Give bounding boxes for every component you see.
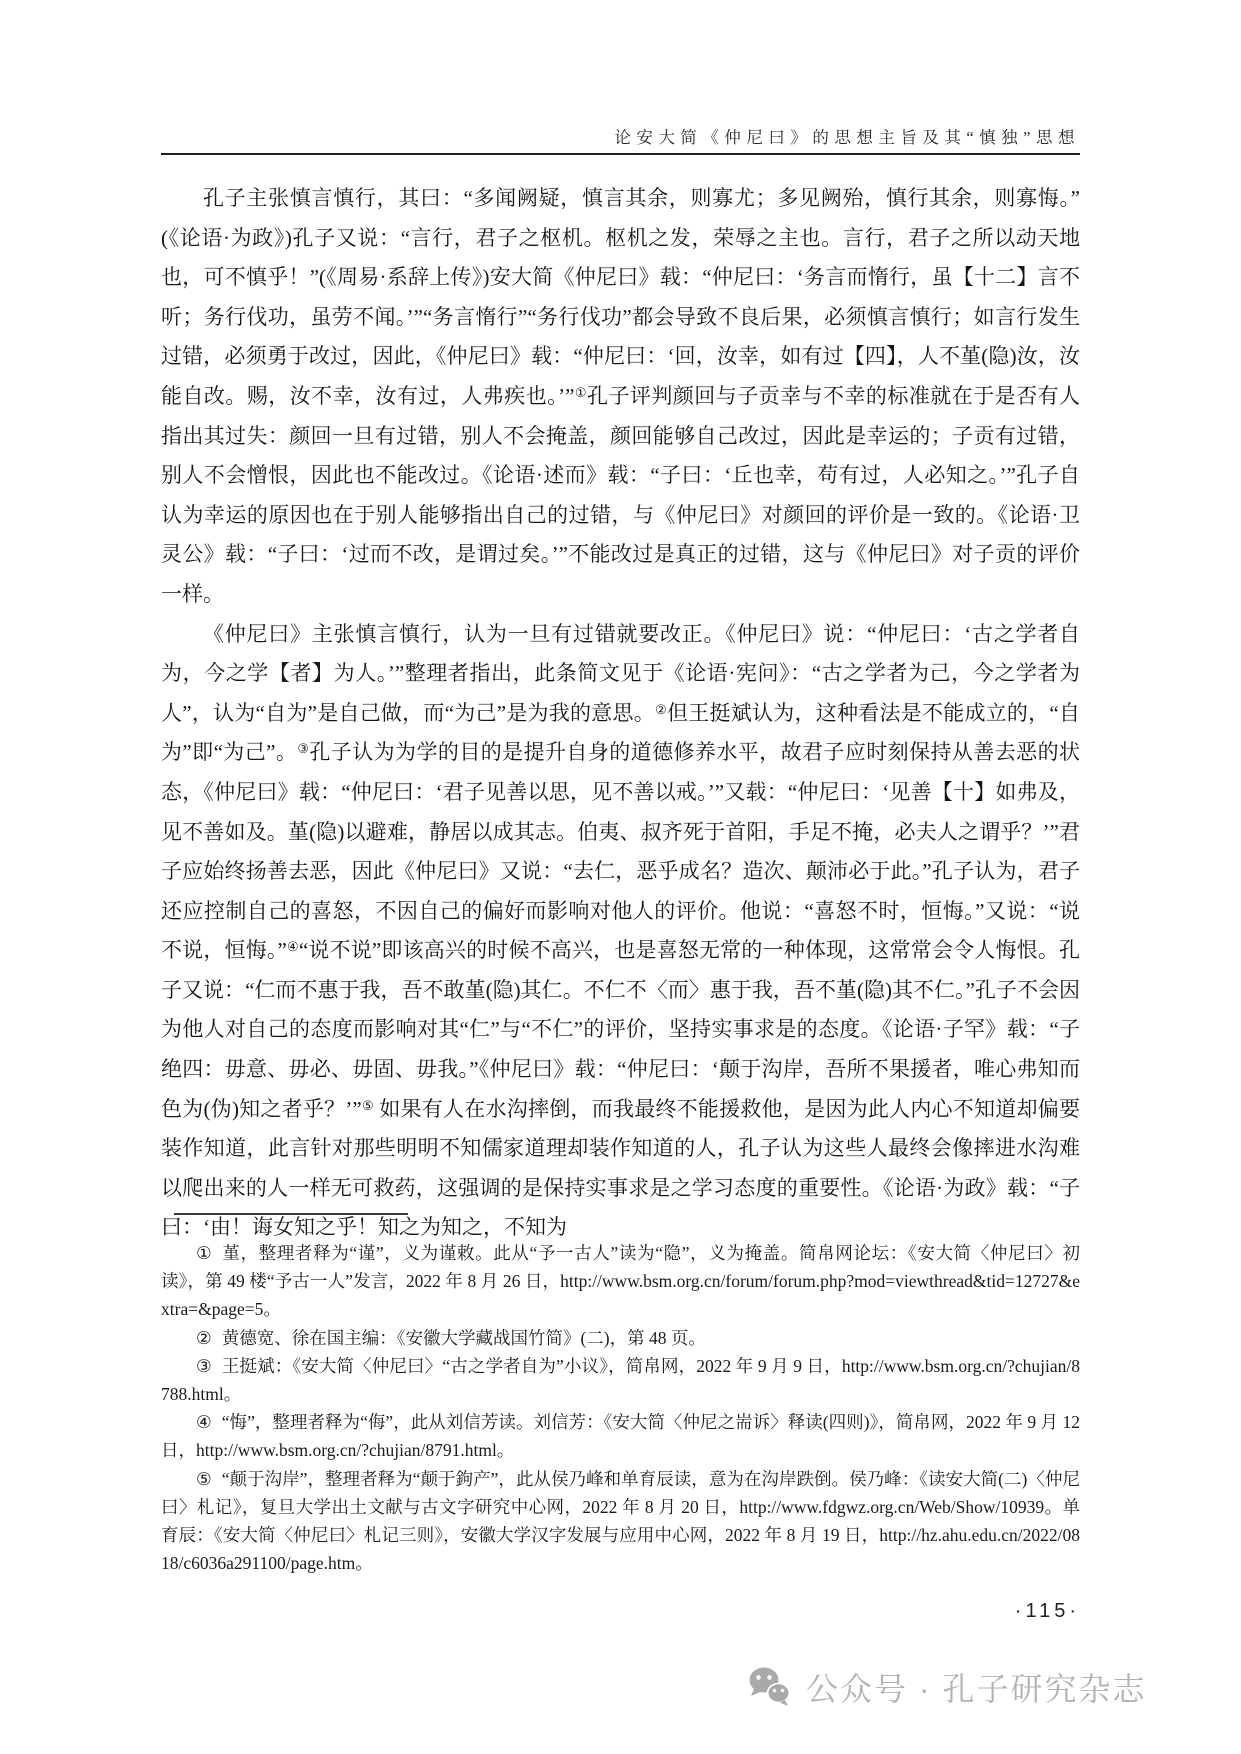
- footnote-item: [161, 1239, 1080, 1324]
- running-head-title: 论安大简《仲尼曰》的思想主旨及其“慎独”思想: [614, 128, 1080, 147]
- footnote-marker: ②: [196, 1327, 212, 1348]
- footnote-divider: [174, 1213, 408, 1215]
- page-number: ·115·: [1014, 1600, 1080, 1622]
- footnote-marker: ⑤: [196, 1468, 212, 1489]
- footnote-marker: ①: [196, 1243, 213, 1263]
- footnote-text: “颠于沟岸”，整理者释为“颠于鉤产”，此从侯乃峰和单育辰读，意为在沟岸跌倒。侯乃峰：《读安大简(二)〈仲尼曰〉札记》，复旦大学出土文献与古文字研究中心网，2022 年 8 月 20 日，http://www.fdgwz.org.cn/Web/Show/10939。单育辰：《安大简〈仲尼曰〉札记三则》，安徽大学汉字发展与应用中心网，2022 年 8 月 19 日，http://hz.ahu.edu.cn/2022/0818/c6036a291100/page.htm。: [161, 1468, 1080, 1574]
- footnote-marker: ③: [196, 1355, 212, 1376]
- watermark-label: 公众号 · 孔子研究杂志: [806, 1671, 1147, 1707]
- header-rule: [161, 153, 1080, 155]
- footnotes-section: [161, 1239, 1080, 1577]
- footnote-item: [161, 1408, 1080, 1464]
- footnote-text: 黄德宽、徐在国主编：《安徽大学藏战国竹简》(二)，第 48 页。: [221, 1327, 706, 1348]
- footnote-text: 堇，整理者释为“谨”，义为谨敕。此从“予一古人”读为“隐”，义为掩盖。简帛网论坛：《安大简〈仲尼曰〉初读》，第 49 楼“予古一人”发言，2022 年 8 月 26 日，http://www.bsm.org.cn/forum/forum.php?mod=viewthread&tid=12727&extra=&page=5。: [161, 1243, 1080, 1320]
- wechat-icon: [748, 1666, 792, 1708]
- body-paragraph: 《仲尼曰》主张慎言慎行，认为一旦有过错就要改正。《仲尼曰》说：“仲尼曰：‘古之学者自为，今之学【者】为人。’”整理者指出，此条简文见于《论语·宪问》：“古之学者为己，今之学者为人”，认为“自为”是自己做，而“为己”是为我的意思。②但王挺斌认为，这种看法是不能成立的，“自为”即“为己”。③孔子认为为学的目的是提升自身的道德修养水平，故君子应时刻保持从善去恶的状态，《仲尼曰》载：“仲尼曰：‘君子见善以思，见不善以戒。’”又载：“仲尼曰：‘见善【十】如弗及，见不善如及。堇(隐)以避难，静居以成其志。伯夷、叔齐死于首阳，手足不掩，必夫人之谓乎？’”君子应始终扬善去恶，因此《仲尼曰》又说：“去仁，恶乎成名？造次、颠沛必于此。”孔子认为，君子还应控制自己的喜怒，不因自己的偏好而影响对他人的评价。他说：“喜怒不时，恒悔。”又说：“说不说，恒悔。”④“说不说”即该高兴的时候不高兴，也是喜怒无常的一种体现，这常常会令人悔恨。孔子又说：“仁而不惠于我，吾不敢堇(隐)其仁。不仁不〈而〉惠于我，吾不堇(隐)其不仁。”孔子不会因为他人对自己的态度而影响对其“仁”与“不仁”的评价，坚持实事求是的态度。《论语·子罕》载：“子绝四：毋意、毋必、毋固、毋我。”《仲尼曰》载：“仲尼曰：‘颠于沟岸，吾所不果援者，唯心弗知而色为(伪)知之者乎？’”⑤ 如果有人在水沟摔倒，而我最终不能援救他，是因为此人内心不知道却偏要装作知道，此言针对那些明明不知儒家道理却装作知道的人，孔子认为这些人最终会像摔进水沟难以爬出来的人一样无可救药，这强调的是保持实事求是之学习态度的重要性。《论语·为政》载：“子曰：‘由！诲女知之乎！知之为知之，不知为: [161, 621, 1081, 1240]
- article-body: [161, 179, 1080, 1248]
- footnote-text: 王挺斌：《安大简〈仲尼曰〉“古之学者自为”小议》，简帛网，2022 年 9 月 9 日，http://www.bsm.org.cn/?chujian/8788.html。: [161, 1355, 1080, 1405]
- footnote-item: [161, 1465, 1080, 1578]
- body-paragraph: 孔子主张慎言慎行，其曰：“多闻阙疑，慎言其余，则寡尤；多见阙殆，慎行其余，则寡悔。”(《论语·为政》)孔子又说：“言行，君子之枢机。枢机之发，荣辱之主也。言行，君子之所以动天地也，可不慎乎！”(《周易·系辞上传》)安大简《仲尼曰》载：“仲尼曰：‘务言而惰行，虽【十二】言不听；务行伐功，虽劳不闻。’”“务言惰行”“务行伐功”都会导致不良后果，必须慎言慎行；如言行发生过错，必须勇于改过，因此，《仲尼曰》载：“仲尼曰：‘回，汝幸，如有过【四】，人不堇(隐)汝，汝能自改。赐，汝不幸，汝有过，人弗疾也。’”①孔子评判颜回与子贡幸与不幸的标准就在于是否有人指出其过失：颜回一旦有过错，别人不会掩盖，颜回能够自己改过，因此是幸运的；子贡有过错，别人不会憎恨，因此也不能改过。《论语·述而》载：“子曰：‘丘也幸，苟有过，人必知之。’”孔子自认为幸运的原因也在于别人能够指出自己的过错，与《仲尼曰》对颜回的评价是一致的。《论语·卫灵公》载：“子曰：‘过而不改，是谓过矣。’”不能改过是真正的过错，这与《仲尼曰》对子贡的评价一样。: [161, 186, 1081, 606]
- footnote-item: [161, 1324, 1080, 1352]
- footnote-item: [161, 1352, 1080, 1408]
- watermark: [748, 1664, 1146, 1710]
- footnote-marker: ④: [196, 1412, 212, 1433]
- footnote-text: “悔”，整理者释为“侮”，此从刘信芳读。刘信芳：《安大简〈仲尼之耑诉〉释读(四则)》，简帛网，2022 年 9 月 12 日，http://www.bsm.org.cn/?chujian/8791.html。: [161, 1412, 1080, 1461]
